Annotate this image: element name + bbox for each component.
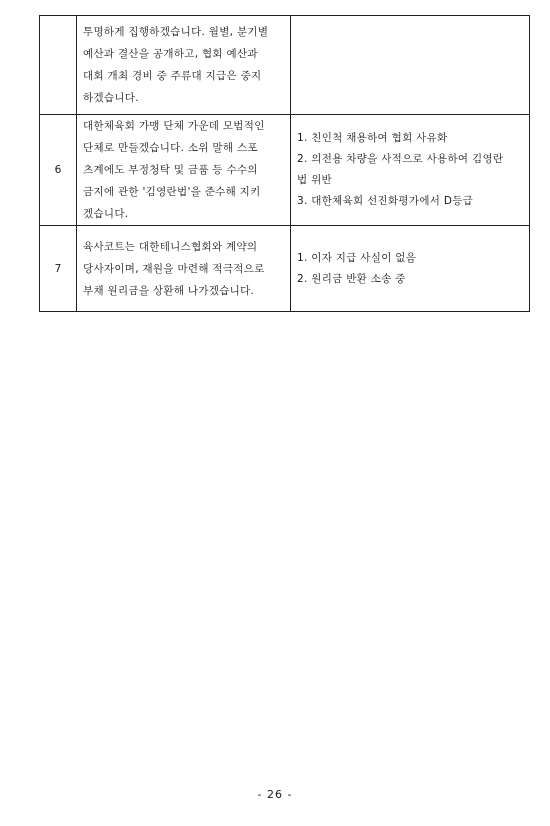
pledge-line: 하겠습니다. <box>83 92 139 104</box>
row-number-cell: 6 <box>40 115 77 226</box>
pledge-cell <box>77 115 291 226</box>
table-row <box>40 16 530 115</box>
pledge-line: 단체로 만들겠습니다. 소위 말해 스포 <box>83 142 258 154</box>
issue-line: 3. 대한체육회 선진화평가에서 D등급 <box>297 195 474 207</box>
issue-cell <box>291 115 530 226</box>
issue-line: 1. 친인척 채용하여 협회 사유화 <box>297 132 448 144</box>
pledge-table <box>39 15 530 312</box>
row-number-cell <box>40 16 77 115</box>
issue-line: 2. 원리금 반환 소송 중 <box>297 272 406 285</box>
pledge-line: 대한체육회 가맹 단체 가운데 모범적인 <box>83 120 265 132</box>
issue-cell <box>291 226 530 312</box>
pledge-line: 대회 개최 경비 중 주류대 지급은 중지 <box>83 70 262 82</box>
pledge-cell <box>77 16 291 115</box>
page-number: - 26 - <box>257 788 293 801</box>
row-number-cell: 7 <box>40 226 77 312</box>
issue-line: 법 위반 <box>297 174 332 186</box>
issue-cell <box>291 16 530 115</box>
pledge-line: 당사자이며, 재원을 마련해 적극적으로 <box>83 262 265 275</box>
issue-line: 2. 의전용 차량을 사적으로 사용하여 김영란 <box>297 153 504 165</box>
pledge-line: 츠계에도 부정청탁 및 금품 등 수수의 <box>83 164 258 176</box>
pledge-line: 부채 원리금을 상환해 나가겠습니다. <box>83 284 255 297</box>
pledge-cell <box>77 226 291 312</box>
pledge-line: 금지에 관한 '김영란법'을 준수해 지키 <box>83 186 261 198</box>
pledge-line: 겠습니다. <box>83 208 129 220</box>
pledge-line: 예산과 결산을 공개하고, 협회 예산과 <box>83 48 258 60</box>
issue-line: 1. 이자 지급 사실이 없음 <box>297 251 417 264</box>
table-row <box>40 115 530 226</box>
table-row <box>40 226 530 312</box>
pledge-line: 투명하게 집행하겠습니다. 월별, 분기별 <box>83 26 269 38</box>
pledge-line: 육사코트는 대한테니스협회와 계약의 <box>83 240 258 253</box>
